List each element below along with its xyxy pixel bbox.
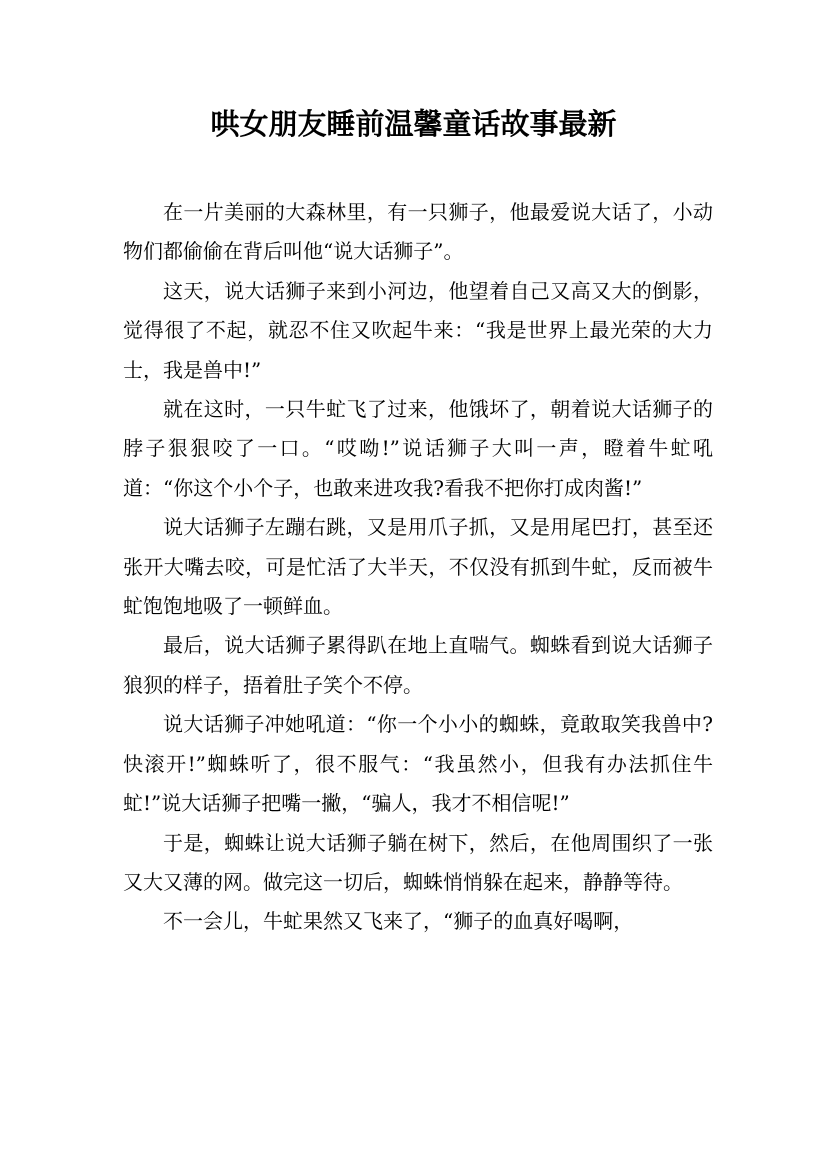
paragraph: 这天，说大话狮子来到小河边，他望着自己又高又大的倒影，觉得很了不起，就忍不住又吹起牛来：“我是世界上最光荣的大力士，我是兽中!” — [123, 278, 713, 382]
paragraph: 就在这时，一只牛虻飞了过来，他饿坏了，朝着说大话狮子的脖子狠狠咬了一口。“哎呦!”说话狮子大叫一声，瞪着牛虻吼道：“你这个小个子，也敢来进攻我?看我不把你打成肉酱!” — [123, 397, 713, 500]
paragraph: 在一片美丽的大森林里，有一只狮子，他最爱说大话了，小动物们都偷偷在背后叫他“说大话狮子”。 — [123, 200, 713, 264]
paragraph: 于是，蜘蛛让说大话狮子躺在树下，然后，在他周围织了一张又大又薄的网。做完这一切后，蜘蛛悄悄躲在起来，静静等待。 — [123, 830, 713, 894]
paragraph: 说大话狮子冲她吼道：“你一个小小的蜘蛛，竟敢取笑我兽中?快滚开!”蜘蛛听了，很不服气：“我虽然小，但我有办法抓住牛虻!”说大话狮子把嘴一撇，“骗人，我才不相信呢!” — [123, 712, 713, 816]
paragraph: 说大话狮子左蹦右跳，又是用爪子抓，又是用尾巴打，甚至还张开大嘴去咬，可是忙活了大半天，不仅没有抓到牛虻，反而被牛虻饱饱地吸了一顿鲜血。 — [123, 515, 713, 619]
paragraph: 不一会儿，牛虻果然又飞来了，“狮子的血真好喝啊， — [163, 909, 634, 934]
paragraph: 最后，说大话狮子累得趴在地上直喘气。蜘蛛看到说大话狮子狼狈的样子，捂着肚子笑个不停。 — [123, 633, 713, 697]
story-body — [123, 193, 713, 942]
page-title: 哄女朋友睡前温馨童话故事最新 — [210, 107, 617, 141]
